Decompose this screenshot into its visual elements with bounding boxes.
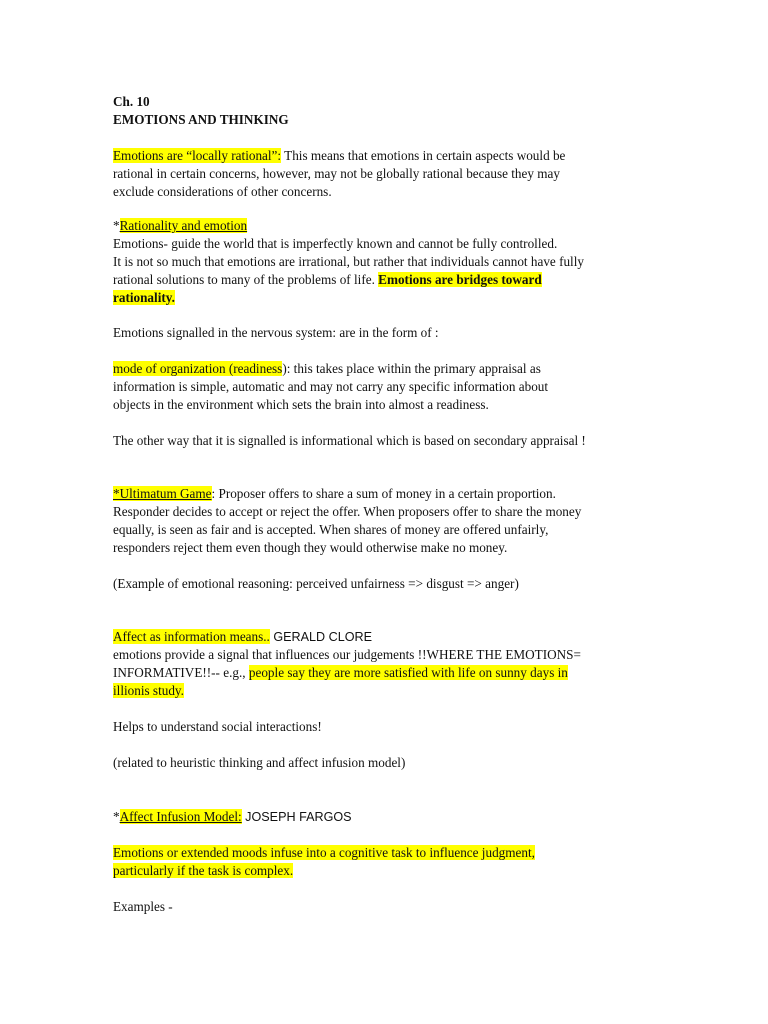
- emotional-reasoning-example: (Example of emotional reasoning: perceived unfairness => disgust => anger): [113, 576, 519, 591]
- mode-text: ): this takes place within the primary appraisal as: [282, 361, 541, 376]
- mode-line-1: [113, 361, 541, 377]
- rationality-line-2: It is not so much that emotions are irrational, but rather that individuals cannot have fully: [113, 254, 584, 269]
- ultimatum-heading: *Ultimatum Game: [113, 486, 212, 501]
- bridges-highlight-end: rationality.: [113, 290, 175, 305]
- affect-info-line-2: [113, 647, 581, 663]
- chapter-number: Ch. 10: [113, 94, 150, 109]
- rationality-line-3: [113, 272, 542, 288]
- affect-info-line-4: [113, 683, 184, 699]
- gerald-clore: GERALD CLORE: [269, 630, 373, 644]
- ultimatum-line-3: equally, is seen as fair and is accepted. When shares of money are offered unfairly,: [113, 522, 549, 537]
- rationality-text: rational solutions to many of the problems of life.: [113, 272, 379, 287]
- sunny-days-highlight: people say they are more satisfied with life on sunny days in: [248, 665, 568, 680]
- examples-line: Examples -: [113, 899, 173, 914]
- asterisk: *: [113, 809, 120, 824]
- ultimatum-line-4: responders reject them even though they would otherwise make no money.: [113, 540, 508, 555]
- locally-rational-line-2: rational in certain concerns, however, may not be globally rational because they may: [113, 166, 560, 181]
- aim-highlight-2: particularly if the task is complex.: [113, 863, 294, 878]
- locally-rational-line-3: exclude considerations of other concerns.: [113, 184, 332, 199]
- aim-line-1: [113, 845, 535, 861]
- ultimatum-line-2: Responder decides to accept or reject the offer. When proposers offer to share the money: [113, 504, 582, 519]
- sunny-days-highlight-end: illionis study.: [113, 683, 184, 698]
- mode-line-2: information is simple, automatic and may not carry any specific information about: [113, 379, 549, 394]
- chapter-title: EMOTIONS AND THINKING: [113, 112, 289, 127]
- informative-text: INFORMATIVE!!-- e.g.,: [113, 665, 249, 680]
- signalled-line: Emotions signalled in the nervous system: are in the form of :: [113, 325, 439, 340]
- affect-info-text: emotions provide a signal that influences our judgements !!WHERE THE EMOTIONS=: [113, 647, 581, 662]
- heuristic-line: (related to heuristic thinking and affect infusion model): [113, 755, 406, 770]
- social-interactions-line: Helps to understand social interactions!: [113, 719, 322, 734]
- affect-info-line-3: [113, 665, 568, 681]
- joseph-fargos: JOSEPH FARGOS: [241, 810, 352, 824]
- affect-info-line-1: [113, 629, 372, 645]
- locally-rational-highlight: Emotions are “locally rational”:: [113, 148, 282, 163]
- ultimatum-text: : Proposer offers to share a sum of money in a certain proportion.: [211, 486, 556, 501]
- aim-heading-line: [113, 809, 352, 825]
- locally-rational-text: This means that emotions in certain aspects would be: [281, 148, 566, 163]
- aim-heading: Affect Infusion Model:: [119, 809, 242, 824]
- aim-line-2: [113, 863, 293, 879]
- aim-highlight-1: Emotions or extended moods infuse into a cognitive task to influence judgment,: [113, 845, 535, 860]
- rationality-line-4: [113, 290, 175, 306]
- affect-info-highlight: Affect as information means..: [113, 629, 270, 644]
- rationality-heading-line: [113, 218, 247, 234]
- rationality-heading: Rationality and emotion: [119, 218, 248, 233]
- mode-line-3: objects in the environment which sets the brain into almost a readiness.: [113, 397, 489, 412]
- locally-rational-line-1: [113, 148, 565, 164]
- rationality-line-1: Emotions- guide the world that is imperfectly known and cannot be fully controlled.: [113, 236, 558, 251]
- asterisk: *: [113, 218, 120, 233]
- mode-highlight: mode of organization (readiness: [113, 361, 283, 376]
- bridges-highlight: Emotions are bridges toward: [378, 272, 542, 287]
- informational-line: The other way that it is signalled is informational which is based on secondary appraisal !: [113, 433, 586, 448]
- ultimatum-line-1: [113, 486, 556, 502]
